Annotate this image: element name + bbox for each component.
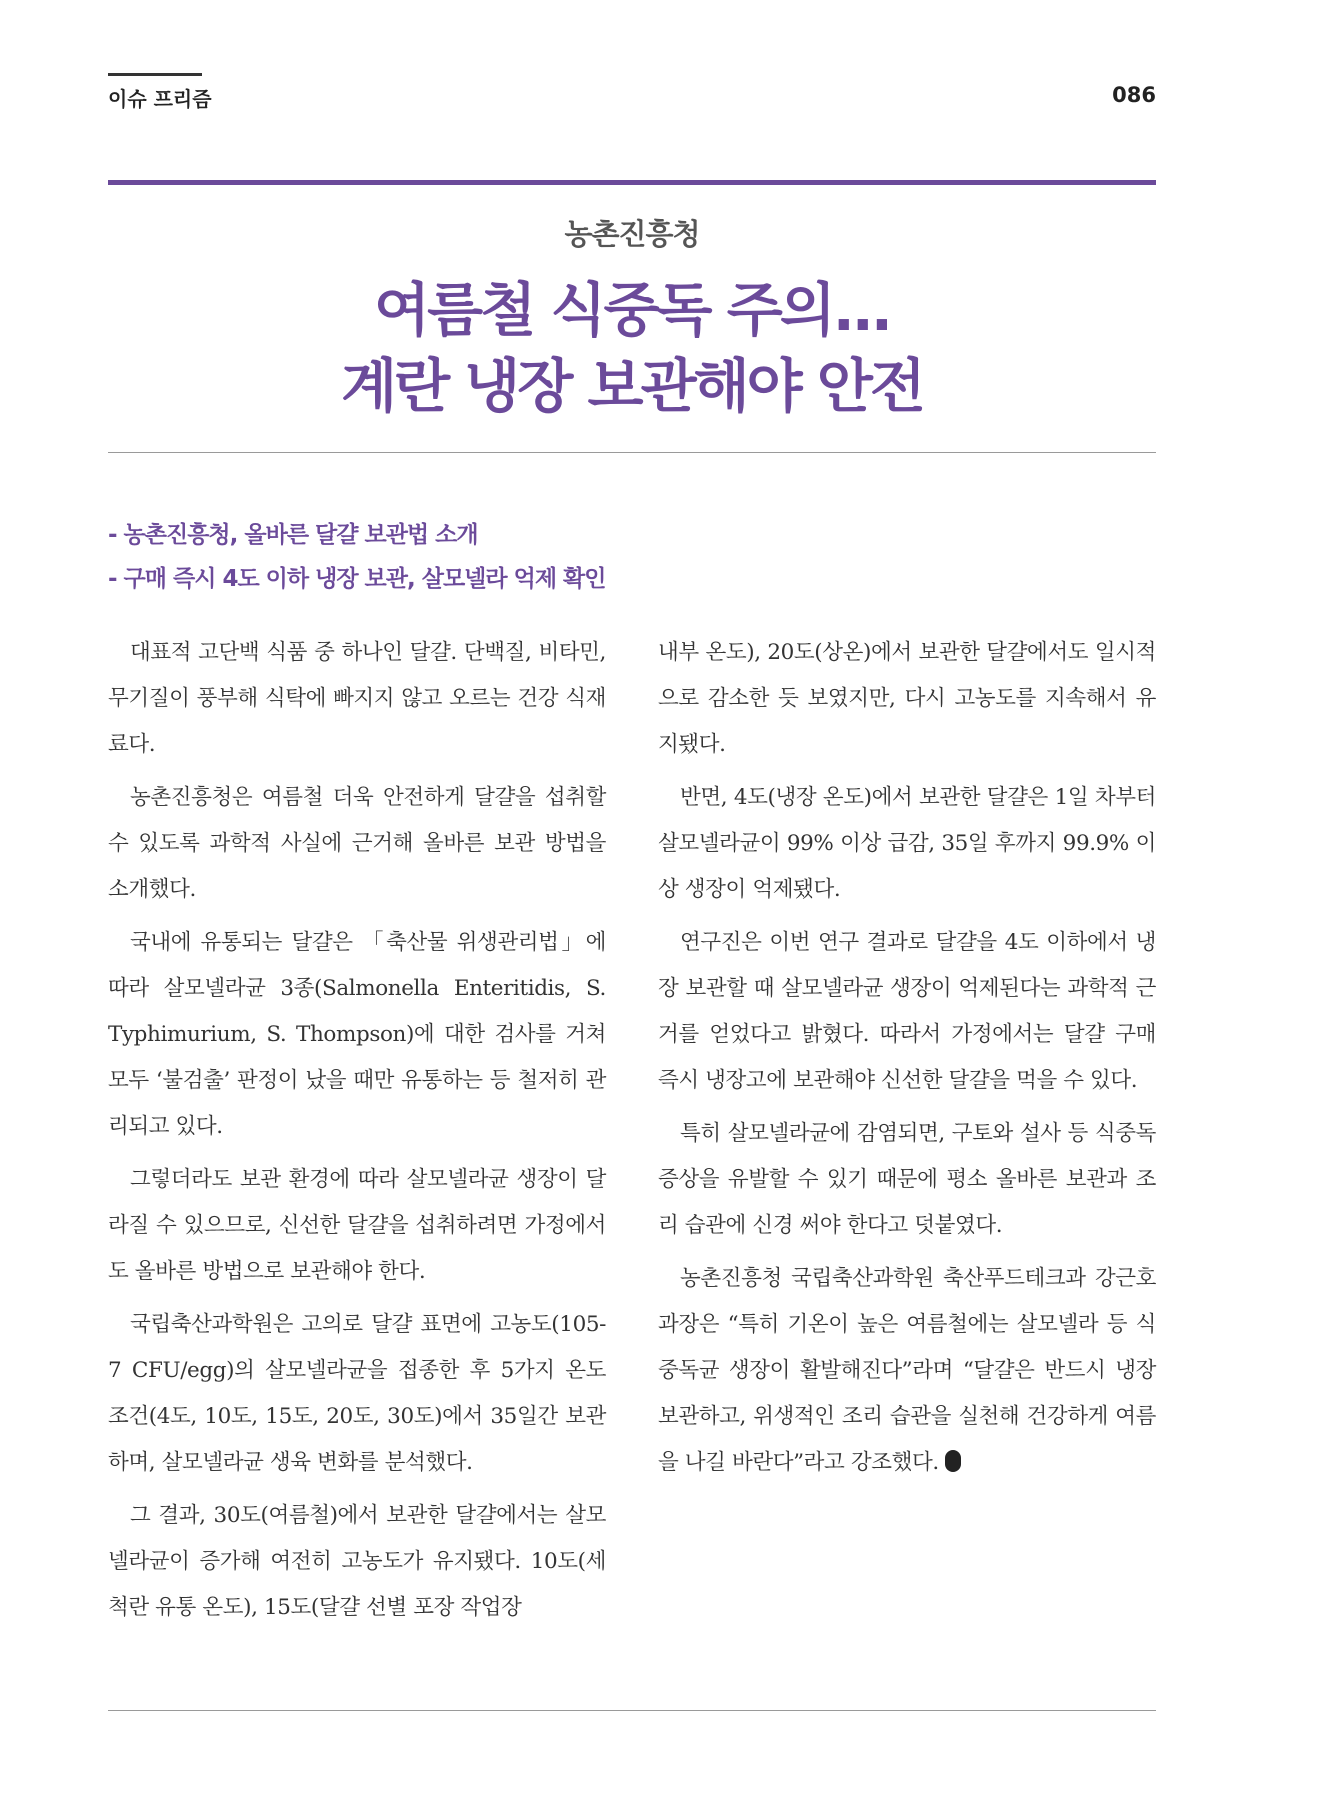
subheadings	[108, 513, 1156, 601]
subheading-1: - 농촌진흥청, 올바른 달걀 보관법 소개	[108, 522, 478, 548]
section-label: 이슈 프리즘	[108, 87, 212, 111]
headline-line-1: 여름철 식중독 주의...	[374, 276, 890, 344]
paragraph: 그 결과, 30도(여름철)에서 보관한 달걀에서는 살모넬라균이 증가해 여전히 고농도가 유지됐다. 10도(세척란 유통 온도), 15도(달걀 선별 포장 작업장	[108, 1503, 606, 1620]
paragraph: 연구진은 이번 연구 결과로 달걀을 4도 이하에서 냉장 보관할 때 살모넬라균 생장이 억제된다는 과학적 근거를 얻었다고 밝혔다. 따라서 가정에서는 달걀 구매 즉시 냉장고에 보관해야 신선한 달걀을 먹을 수 있다.	[658, 930, 1156, 1093]
page-header	[108, 73, 1156, 113]
headline-bottom-rule	[108, 452, 1156, 453]
page-number: 086	[1112, 83, 1156, 107]
paragraph: 국립축산과학원은 고의로 달걀 표면에 고농도(105-7 CFU/egg)의 살모넬라균을 접종한 후 5가지 온도 조건(4도, 10도, 15도, 20도, 30도)에서 35일간 보관하며, 살모넬라균 생육 변화를 분석했다.	[108, 1312, 606, 1475]
paragraph: 농촌진흥청은 여름철 더욱 안전하게 달걀을 섭취할 수 있도록 과학적 사실에 근거해 올바른 보관 방법을 소개했다.	[108, 785, 606, 902]
paragraph: 반면, 4도(냉장 온도)에서 보관한 달걀은 1일 차부터 살모넬라균이 99% 이상 급감, 35일 후까지 99.9% 이상 생장이 억제됐다.	[658, 785, 1156, 902]
paragraph: 그렇더라도 보관 환경에 따라 살모넬라균 생장이 달라질 수 있으므로, 신선한 달걀을 섭취하려면 가정에서도 올바른 방법으로 보관해야 한다.	[108, 1167, 606, 1284]
footer-rule	[108, 1710, 1156, 1711]
article-headline	[108, 272, 1156, 424]
paragraph: 국내에 유통되는 달걀은 「축산물 위생관리법」에 따라 살모넬라균 3종(Salmonella Enteritidis, S. Typhimurium, S. Thompson)에 대한 검사를 거쳐 모두 ‘불검출’ 판정이 났을 때만 유통하는 등 철저히 관리되고 있다.	[108, 930, 606, 1139]
paragraph: 내부 온도), 20도(상온)에서 보관한 달걀에서도 일시적으로 감소한 듯 보였지만, 다시 고농도를 지속해서 유지됐다.	[658, 640, 1156, 757]
body-column-right	[658, 630, 1156, 1493]
paragraph: 대표적 고단백 식품 중 하나인 달걀. 단백질, 비타민, 무기질이 풍부해 식탁에 빠지지 않고 오르는 건강 식재료다.	[108, 640, 606, 757]
paragraph-last	[658, 1256, 1156, 1486]
paragraph: 특히 살모넬라균에 감염되면, 구토와 설사 등 식중독 증상을 유발할 수 있기 때문에 평소 올바른 보관과 조리 습관에 신경 써야 한다고 덧붙였다.	[658, 1121, 1156, 1238]
title-divider	[108, 180, 1156, 185]
organization-name: 농촌진흥청	[564, 217, 700, 251]
headline-line-2: 계란 냉장 보관해야 안전	[341, 352, 923, 420]
paragraph-last-text: 농촌진흥청 국립축산과학원 축산푸드테크과 강근호 과장은 “특히 기온이 높은 여름철에는 살모넬라 등 식중독균 생장이 활발해진다”라며 “달걀은 반드시 냉장 보관하고, 위생적인 조리 습관을 실천해 건강하게 여름을 나길 바란다”라고 강조했다.	[658, 1266, 1156, 1475]
article-end-mark-icon	[945, 1450, 961, 1472]
subheading-2: - 구매 즉시 4도 이하 냉장 보관, 살모넬라 억제 확인	[108, 566, 606, 592]
body-column-left	[108, 630, 606, 1638]
section-bar	[108, 73, 202, 76]
